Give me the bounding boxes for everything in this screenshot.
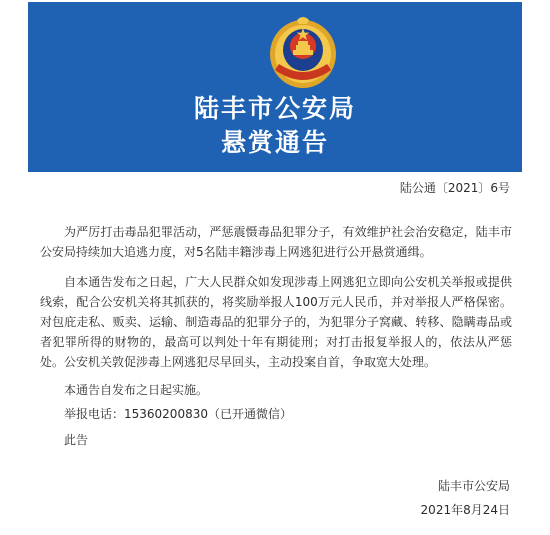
signature-org: 陆丰市公安局 — [437, 479, 510, 493]
header-banner — [28, 2, 522, 172]
signature-date: 2021年8月24日 — [420, 503, 510, 517]
banner-title-notice: 悬赏通告 — [220, 128, 329, 157]
paragraph-effective: 本通告自发布之日起实施。 — [64, 383, 209, 397]
document-number: 陆公通〔2021〕6号 — [399, 181, 510, 195]
banner-title-org: 陆丰市公安局 — [193, 94, 356, 123]
paragraph-reward: 自本通告发布之日起，广大人民群众如发现涉毒上网逃犯立即向公安机关举报或提供线索，配合公安机关将其抓获的，将奖励举报人100万元人民币，并对举报人严格保密。对包庇走私、贩卖、运输、制造毒品的犯罪分子的，为犯罪分子窝藏、转移、隐瞒毒品或者犯罪所得的财物的，最高可以判处十年有期徒刑；对打击报复举报人的，依法从严惩处。公安机关敦促涉毒上网逃犯尽早回头，主动投案自首，争取宽大处理。 — [40, 275, 512, 369]
police-emblem-icon — [267, 14, 339, 90]
paragraph-intro: 为严厉打击毒品犯罪活动，严惩震慑毒品犯罪分子，有效维护社会治安稳定，陆丰市公安局持续加大追逃力度，对5名陆丰籍涉毒上网逃犯进行公开悬赏通缉。 — [40, 225, 512, 259]
report-phone: 举报电话：15360200830（已开通微信） — [64, 407, 292, 421]
closing-text: 此告 — [64, 433, 89, 447]
